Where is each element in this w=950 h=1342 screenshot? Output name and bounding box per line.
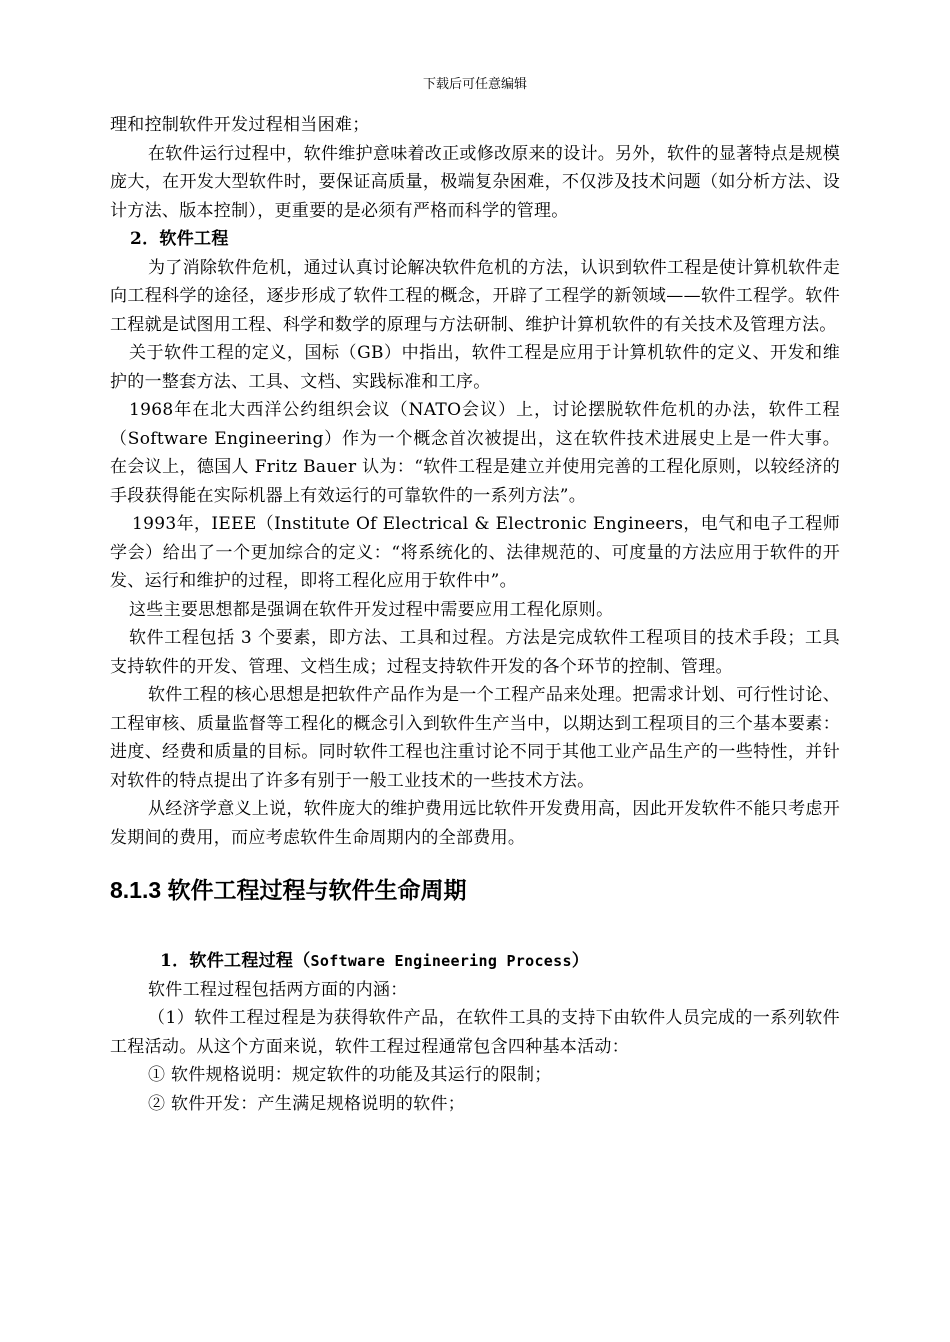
paragraph: 关于软件工程的定义，国标（GB）中指出，软件工程是应用于计算机软件的定义、开发和维护的一整套方法、工具、文档、实践标准和工序。	[110, 343, 840, 392]
subsection-close: ）	[571, 951, 590, 971]
subsection-heading	[110, 947, 840, 976]
subsection-english: Software Engineering Process	[310, 952, 572, 970]
document-body	[110, 111, 840, 1118]
page-header: 下载后可任意编辑	[422, 77, 527, 92]
paragraph: 从经济学意义上说，软件庞大的维护费用远比软件开发费用高，因此开发软件不能只考虑开发期间的费用，而应考虑软件生命周期内的全部费用。	[110, 799, 840, 848]
section-heading: 2．软件工程	[130, 229, 229, 249]
paragraph: 软件工程过程包括两方面的内涵：	[148, 979, 408, 1000]
paragraph: 软件工程的核心思想是把软件产品作为是一个工程产品来处理。把需求计划、可行性讨论、工程审核、质量监督等工程化的概念引入到软件生产当中，以期达到工程项目的三个基本要素：进度、经费和质量的目标。同时软件工程也注重讨论不同于其他工业产品生产的一些特性，并针对软件的特点提出了许多有别于一般工业技术的一些技术方法。	[110, 685, 840, 791]
paragraph: 在软件运行过程中，软件维护意味着改正或修改原来的设计。另外，软件的显著特点是规模庞大，在开发大型软件时，要保证高质量，极端复杂困难，不仅涉及技术问题（如分析方法、设计方法、版本控制），更重要的是必须有严格而科学的管理。	[110, 143, 840, 221]
paragraph: 为了消除软件危机，通过认真讨论解决软件危机的方法，认识到软件工程是使计算机软件走向工程科学的途径，逐步形成了软件工程的概念，开辟了工程学的新领域——软件工程学。软件工程就是试图用工程、科学和数学的原理与方法研制、维护计算机软件的有关技术及管理方法。	[110, 257, 840, 335]
paragraph: 1968年在北大西洋公约组织会议（NATO会议）上，讨论摆脱软件危机的办法，软件工程（Software Engineering）作为一个概念首次被提出，这在软件技术进展史上是一件大事。在会议上，德国人 Fritz Bauer 认为：“软件工程是建立并使用完善的工程化原则，以较经济的手段获得能在实际机器上有效运行的可靠软件的一系列方法”。	[110, 400, 840, 506]
list-item: ① 软件规格说明：规定软件的功能及其运行的限制；	[148, 1065, 552, 1085]
paragraph: 理和控制软件开发过程相当困难；	[110, 115, 370, 135]
list-item: ② 软件开发：产生满足规格说明的软件；	[148, 1093, 466, 1114]
paragraph: 这些主要思想都是强调在软件开发过程中需要应用工程化原则。	[129, 599, 614, 620]
paragraph: 1993年，IEEE（Institute Of Electrical & Electronic Engineers，电气和电子工程师学会）给出了一个更加综合的定义：“将系统化的、法律规范的、可度量的方法应用于软件的开发、运行和维护的过程，即将工程化应用于软件中”。	[110, 514, 840, 591]
paragraph: （1）软件工程过程是为获得软件产品，在软件工具的支持下由软件人员完成的一系列软件工程活动。从这个方面来说，软件工程过程通常包含四种基本活动：	[110, 1008, 840, 1057]
paragraph: 软件工程包括 3 个要素，即方法、工具和过程。方法是完成软件工程项目的技术手段；工具支持软件的开发、管理、文档生成；过程支持软件开发的各个环节的控制、管理。	[110, 628, 840, 677]
subsection-label: 1．软件工程过程（	[160, 951, 311, 971]
section-title: 8.1.3 软件工程过程与软件生命周期	[110, 877, 467, 903]
